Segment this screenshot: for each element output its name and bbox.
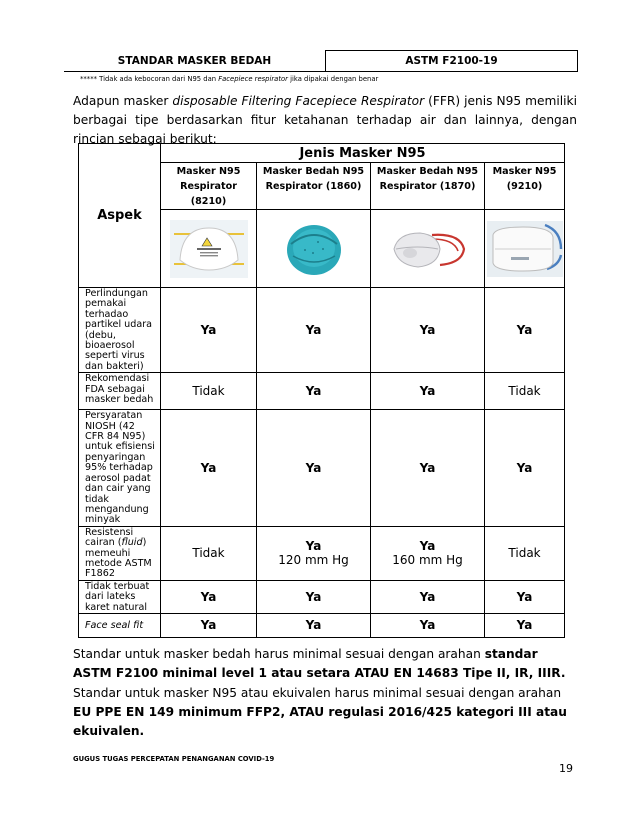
value-cell: [161, 410, 257, 526]
aspek-cell: Perlindungan pemakai terhadao partikel udara (debu, bioaerosol seperti virus dan bakteri): [79, 288, 161, 373]
value-cell: [485, 526, 565, 580]
value-subtext: 160 mm Hg: [392, 553, 463, 568]
value-text: Tidak: [192, 546, 225, 561]
footnote-text-b: jika dipakai dengan benar: [287, 75, 379, 83]
surgical-mask-standard-paragraph: [73, 645, 577, 683]
column-header-1-line2: Respirator (8210): [180, 181, 237, 207]
table-row: [79, 613, 565, 637]
aspek-text-b: ) memeuhi metode ASTM F1862: [85, 537, 152, 580]
value-text: Ya: [200, 589, 217, 604]
aspek-header: Aspek: [79, 144, 161, 288]
value-cell: [161, 373, 257, 410]
value-cell: [257, 526, 371, 580]
value-cell: [371, 580, 485, 613]
footnote: [80, 75, 378, 83]
value-text: Tidak: [508, 546, 541, 561]
column-header-4-line2: (9210): [506, 181, 543, 192]
value-cell: [161, 613, 257, 637]
aspek-text-italic: fluid: [121, 537, 143, 549]
value-text: Ya: [305, 460, 322, 475]
aspek-text-italic: Face seal fit: [85, 619, 144, 631]
aspek-cell: [79, 613, 161, 637]
column-header-2-line2: Respirator (1860): [265, 181, 362, 192]
column-header-4-line1: Masker N95: [492, 166, 557, 177]
value-text: Ya: [419, 384, 436, 399]
value-text: Ya: [305, 618, 322, 633]
image-cell-1870: [371, 210, 485, 288]
value-cell: [257, 410, 371, 526]
value-cell: [371, 410, 485, 526]
value-text: Tidak: [508, 384, 541, 399]
table-row: [79, 580, 565, 613]
table-row: [79, 288, 565, 373]
n95-standard-paragraph: [73, 684, 577, 741]
value-cell: [371, 526, 485, 580]
column-header-4: [485, 163, 565, 210]
value-text: Ya: [516, 460, 533, 475]
intro-paragraph: [73, 92, 577, 149]
value-text: Tidak: [192, 384, 225, 399]
column-header-3-line2: Respirator (1870): [379, 181, 476, 192]
header-table: [64, 50, 578, 72]
column-header-3-line1: Masker Bedah N95: [376, 166, 479, 177]
footnote-text-italic: Facepiece respirator: [218, 75, 288, 83]
value-cell: [371, 373, 485, 410]
value-subtext: 120 mm Hg: [278, 553, 349, 568]
mask-1860-image: [283, 220, 345, 278]
value-text: Ya: [200, 323, 217, 338]
intro-text-b: (FFR) jenis N95 memiliki berbagai tipe berdasarkan fitur ketahanan terhadap air dan lainnya, dengan rincian sebagai berikut:: [73, 94, 577, 146]
footer-text: GUGUS TUGAS PERCEPATAN PENANGANAN COVID-19: [73, 755, 275, 763]
mask-8210-image: [170, 220, 248, 278]
value-cell: [485, 373, 565, 410]
intro-text-italic: disposable Filtering Facepiece Respirator: [172, 94, 425, 108]
value-text: Ya: [516, 323, 533, 338]
value-cell: [161, 580, 257, 613]
column-header-1: [161, 163, 257, 210]
value-text: Ya: [419, 589, 436, 604]
group-header: Jenis Masker N95: [161, 144, 565, 163]
value-cell: [485, 613, 565, 637]
para2-bold-text: standar ASTM F2100 minimal level 1 atau setara ATAU EN 14683 Tipe II, IR, IIIR.: [73, 647, 566, 680]
mask-comparison-table: [78, 143, 565, 638]
value-cell: [257, 288, 371, 373]
footnote-text-a: ***** Tidak ada kebocoran dari N95 dan: [80, 75, 219, 83]
value-cell: [161, 288, 257, 373]
para2-text: Standar untuk masker bedah harus minimal sesuai dengan arahan: [73, 647, 485, 661]
value-text: Ya: [419, 323, 436, 338]
column-header-3: [371, 163, 485, 210]
value-text: Ya: [305, 589, 322, 604]
value-text: Ya: [419, 460, 436, 475]
value-cell: [485, 580, 565, 613]
value-cell: [485, 410, 565, 526]
value-text: Ya: [305, 384, 322, 399]
value-text: Ya: [200, 460, 217, 475]
value-text: Ya: [419, 618, 436, 633]
value-cell: [257, 613, 371, 637]
para3-text: Standar untuk masker N95 atau ekuivalen harus minimal sesuai dengan arahan: [73, 686, 562, 700]
table-row: [79, 526, 565, 580]
table-row: [79, 410, 565, 526]
image-cell-1860: [257, 210, 371, 288]
aspek-cell: Rekomendasi FDA sebagai masker bedah: [79, 373, 161, 410]
value-text: Ya: [305, 323, 322, 338]
intro-text-a: Adapun masker: [73, 94, 173, 108]
value-text: Ya: [516, 618, 533, 633]
aspek-cell: Tidak terbuat dari lateks karet natural: [79, 580, 161, 613]
value-cell: [371, 288, 485, 373]
para3-bold-text: EU PPE EN 149 minimum FFP2, ATAU regulasi 2016/425 kategori III atau ekuivalen.: [73, 705, 567, 738]
value-text: Ya: [516, 589, 533, 604]
value-cell: [257, 580, 371, 613]
value-cell: [371, 613, 485, 637]
value-cell: [257, 373, 371, 410]
mask-9210-image: [487, 221, 563, 277]
table-row: [79, 373, 565, 410]
header-right: ASTM F2100-19: [326, 51, 578, 72]
value-text: Ya: [200, 618, 217, 633]
value-text: Ya: [305, 539, 322, 554]
image-cell-8210: [161, 210, 257, 288]
aspek-cell: [79, 526, 161, 580]
image-cell-9210: [485, 210, 565, 288]
aspek-text-a: Resistensi cairan (: [85, 526, 134, 549]
column-header-2: [257, 163, 371, 210]
column-header-1-line1: Masker N95: [176, 166, 241, 177]
page-number: 19: [559, 762, 573, 775]
value-text: Ya: [419, 539, 436, 554]
value-cell: [485, 288, 565, 373]
aspek-cell: Persyaratan NIOSH (42 CFR 84 N95) untuk efisiensi penyaringan 95% terhadap aerosol padat dan cair yang tidak mengandung minyak: [79, 410, 161, 526]
value-cell: [161, 526, 257, 580]
column-header-2-line1: Masker Bedah N95: [262, 166, 365, 177]
header-left: STANDAR MASKER BEDAH: [64, 51, 326, 72]
mask-1870-image: [388, 223, 468, 275]
